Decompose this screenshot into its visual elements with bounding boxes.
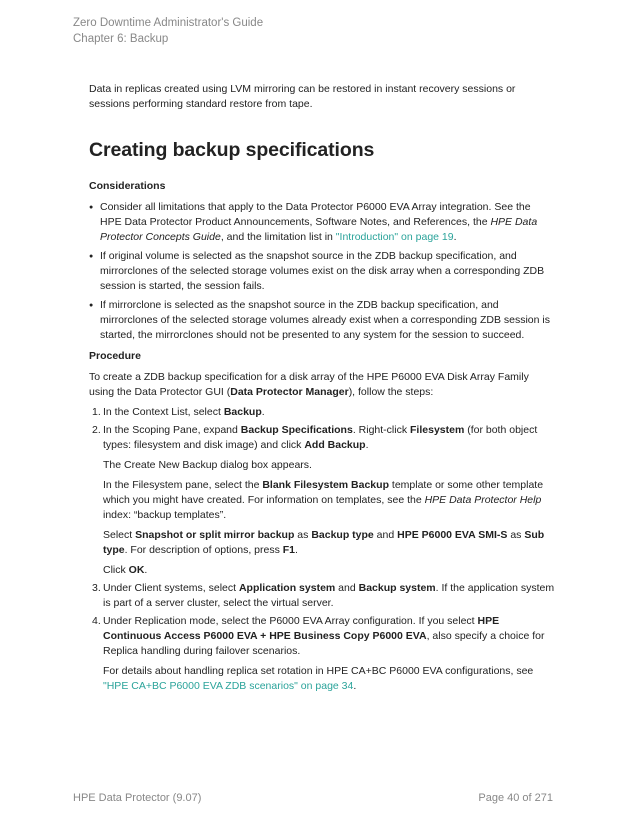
step-note: The Create New Backup dialog box appears. [103,459,312,471]
bold-text: Snapshot or split mirror backup [135,529,295,541]
footer-product: HPE Data Protector (9.07) [73,792,202,804]
bold-text: Blank Filesystem Backup [262,479,389,491]
procedure-intro [89,370,555,400]
bold-text: Data Protector Manager [230,386,349,398]
bold-text: Application system [238,582,336,594]
list-item: ● If mirrorclone is selected as the snapshot source in the ZDB backup specification, and mirrorclones of the selected storage volumes already exist when a corresponding ZDB session is started, the mirrorclones should not be presented to any system for the session to succeed. [89,298,555,343]
step-3 [89,581,555,611]
introduction-link[interactable]: "Introduction" on page 19 [335,231,454,243]
step-text [103,614,555,659]
text: and [335,582,359,594]
text: , also specify a choice for Replica handling during failover scenarios. [103,630,545,657]
step-note [103,563,555,578]
guide-title: Zero Downtime Administrator's Guide [73,17,264,29]
text: template or some other template which you might have created. For information on templates, see the [103,479,544,506]
text: . [453,231,457,243]
bold-text: Backup type [311,529,374,541]
text: . If the application system is part of a server cluster, select the virtual server. [103,582,555,609]
list-item [89,200,555,245]
text: . [353,680,357,692]
step-4 [89,614,555,694]
text: . [261,406,265,418]
step-number: 3. [92,582,101,594]
procedure-heading: Procedure [89,350,141,362]
text: . Right-click [352,424,411,436]
text: , and the limitation list in [220,231,336,243]
intro-paragraph: Data in replicas created using LVM mirroring can be restored in instant recovery sessions or sessions performing standard restore from tape. [89,83,516,110]
step-2 [89,423,555,578]
bold-text: HPE P6000 EVA SMI-S [397,529,508,541]
bold-text: Backup system [358,582,436,594]
step-note [103,478,555,523]
text: . [295,544,298,556]
text: . [365,439,369,451]
procedure-steps [89,405,555,694]
ca-bc-scenarios-link[interactable]: "HPE CA+BC P6000 EVA ZDB scenarios" on page 34 [103,680,354,692]
bold-text: Filesystem [410,424,465,436]
bold-text: OK [128,564,145,576]
text: (for both object types: filesystem and disk image) and click [103,424,538,451]
text: For details about handling replica set rotation in HPE CA+BC P6000 EVA configurations, see [103,665,534,677]
bold-text: Backup [223,406,262,418]
text: as [507,529,525,541]
concepts-guide-title: HPE Data Protector Concepts Guide [100,216,538,243]
section-title: Creating backup specifications [89,139,375,161]
bold-text: Backup Specifications [240,424,353,436]
text: In the Scoping Pane, expand [103,424,241,436]
considerations-list [89,200,555,343]
text: Select [103,529,136,541]
text: . For description of options, press [124,544,283,556]
bold-text: F1 [282,544,296,556]
text: Click [103,564,129,576]
text: To create a ZDB backup specification for a disk array of the HPE P6000 EVA Disk Array Family using the Data Protector GUI ( [89,371,529,398]
text: Under Client systems, select [103,582,239,594]
text: Consider all limitations that apply to the Data Protector P6000 EVA Array integration. See the HPE Data Protector Product Announcements, Software Notes, and References, the [100,201,531,228]
footer-page-number: Page 40 of 271 [478,792,553,804]
text: In the Context List, select [103,406,224,418]
step-note [103,528,555,558]
bold-text: Sub type [103,529,545,556]
text: and [373,529,398,541]
text: index: “backup templates”. [103,509,227,521]
bold-text: Add Backup [304,439,366,451]
text: Under Replication mode, select the P6000 EVA Array configuration. If you select [103,615,478,627]
text: ), follow the steps: [348,386,434,398]
step-note [103,664,555,694]
step-number: 4. [92,615,101,627]
text: . [144,564,148,576]
list-item: ● If original volume is selected as the snapshot source in the ZDB backup specification, and mirrorclones of the selected storage volumes exist on the disk array when a corresponding ZDB session is started, the session fails. [89,249,555,294]
text: as [294,529,312,541]
chapter-title: Chapter 6: Backup [73,33,169,45]
step-text [103,423,555,453]
page-content [89,82,555,697]
step-number: 2. [92,424,101,436]
step-1 [89,405,555,420]
bold-text: HPE Continuous Access P6000 EVA + HPE Business Copy P6000 EVA [103,615,500,642]
page-header [73,15,263,47]
text: In the Filesystem pane, select the [103,479,263,491]
help-title: HPE Data Protector Help [424,494,542,506]
step-number: 1. [92,406,101,418]
considerations-heading: Considerations [89,180,166,192]
